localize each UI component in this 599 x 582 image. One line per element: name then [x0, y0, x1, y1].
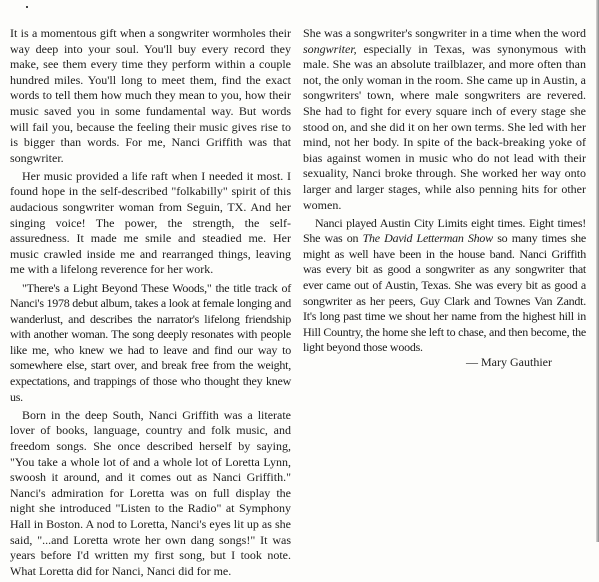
- left-column: [10, 26, 291, 582]
- paragraph-austin-city-limits: [303, 216, 586, 356]
- paragraph-life-raft: Her music provided a life raft when I needed it most. I found hope in the self-described "folkabilly" spirit of this audacious songwriter woman from Seguin, TX. And her singing voice! The power, the strength, the self-assuredness. It made me smile and steadied me. Her music crawled inside me and rearranged things, leaving me with a lifelong reverence for her work.: [10, 168, 291, 277]
- author-signature: — Mary Gauthier: [466, 355, 552, 369]
- paragraph-songwriters-songwriter: [303, 26, 586, 213]
- paragraph-text: She was a songwriter's songwriter in a time when the word: [303, 26, 586, 40]
- paragraph-text: Nanci played Austin City Limits eight times. Eight times! She was on: [303, 215, 586, 246]
- right-column: [303, 26, 586, 358]
- paragraph-text: so many times she might as well have been in the house band. Nanci Griffith was every bit as good a songwriter as any songwriter that ever came out of Austin, Texas. She was every bit as good a songwriter as her peers, Guy Clark and Townes Van Zandt. It's long past time we shout her name from the highest hill in Hill Country, the home she left to chase, and then become, the light beyond those woods.: [303, 231, 586, 355]
- paragraph-light-beyond-woods: "There's a Light Beyond These Woods," the title track of Nanci's 1978 debut album, takes a look at female longing and wanderlust, and describes the narrator's lifelong friendship with another woman. The song deeply resonates with people like me, who knew we had to leave and find our way to somewhere else, start over, and break free from the weight, expectations, and trappings of those who thought they knew us.: [10, 280, 291, 404]
- paragraph-intro: It is a momentous gift when a songwriter wormholes their way deep into your soul. You'll buy every record they make, see them every time they perform within a couple hundred miles. You'll long to meet them, find the exact words to tell them how much they mean to you, how their music saved you in some fundamental way. But words will fail you, because the feeling their music gives rise to is bigger than words. For me, Nanci Griffith was that songwriter.: [10, 26, 291, 165]
- scan-speck: [26, 6, 28, 8]
- paragraph-deep-south: Born in the deep South, Nanci Griffith was a literate lover of books, language, country and folk music, and freedom songs. She once described herself by saying, "You take a whole lot of and a whole lot of Loretta Lynn, swoosh it around, and it comes out as Nanci Griffith." Nanci's admiration for Loretta was on full display the night she introduced "Listen to the Radio" at Symphony Hall in Boston. A nod to Loretta, Nanci's eyes lit up as she said, "...and Loretta wrote her own dang songs!" It was years before I'd written my first song, but I took note. What Loretta did for Nanci, Nanci did for me.: [10, 407, 291, 578]
- paragraph-text: especially in Texas, was synonymous with male. She was an absolute trailblazer, and more often than not, the only woman in the room. She came up in Austin, a songwriters' town, where male songwriters are revered. She had to fight for every square inch of every stage she stood on, and she did it on her own terms. She led with her mind, not her body. In spite of the back-breaking yoke of bias against women in music who do not lead with their sexuality, Nanci broke through. She worked her way onto larger and larger stages, while also penning hits for other women.: [303, 41, 586, 212]
- emphasis-show-title: The David Letterman Show: [362, 231, 493, 246]
- emphasis-songwriter: songwriter,: [303, 41, 357, 56]
